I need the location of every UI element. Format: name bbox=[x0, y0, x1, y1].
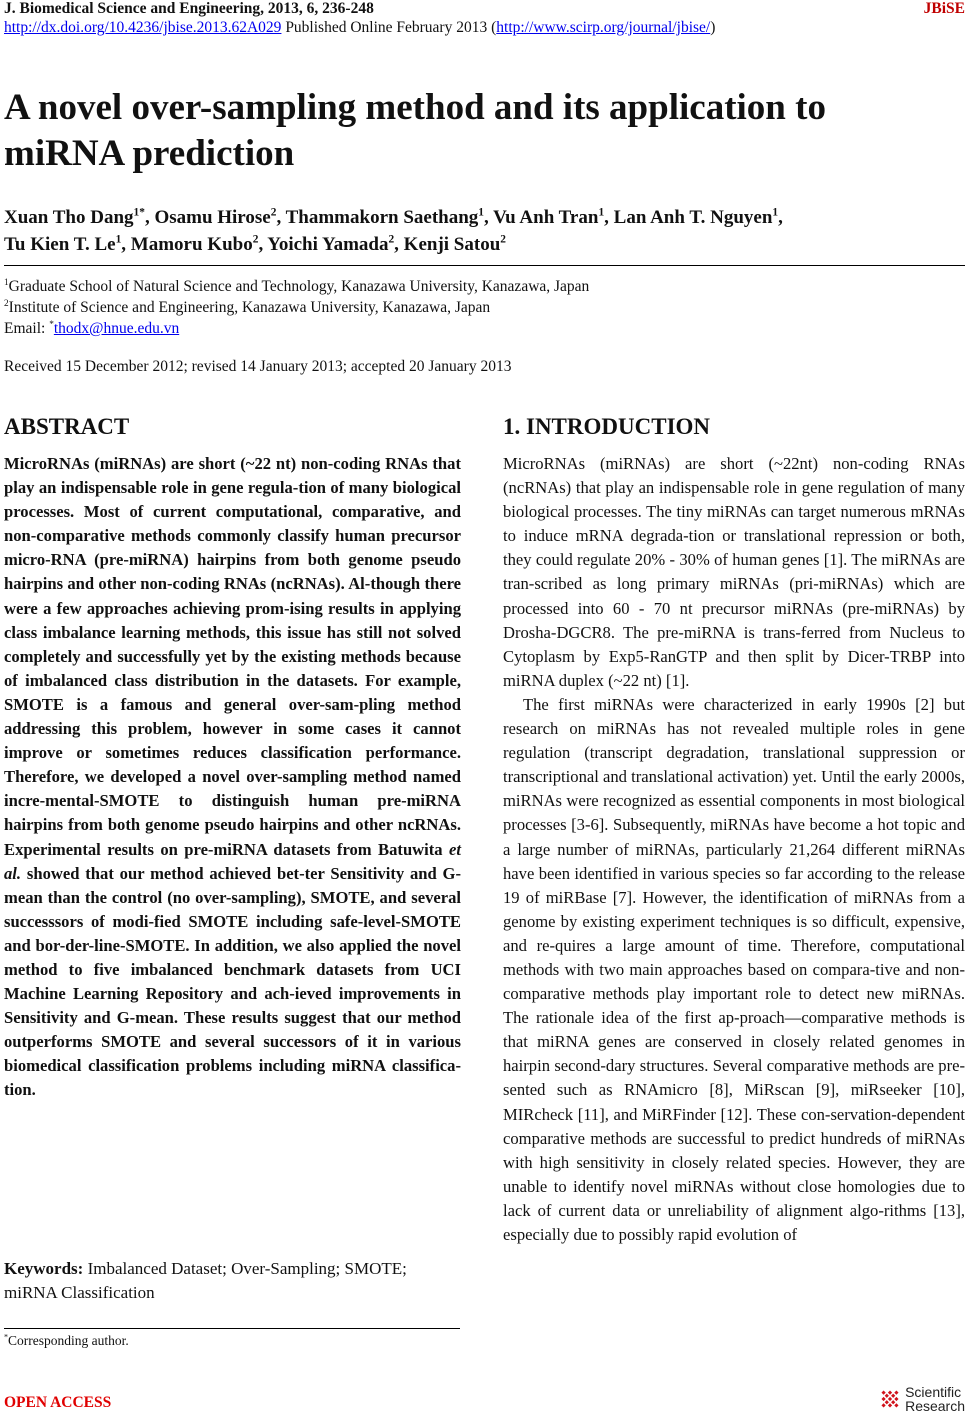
author-list bbox=[4, 204, 964, 258]
doi-line bbox=[4, 19, 715, 37]
scientific-research-logo-icon bbox=[878, 1387, 902, 1411]
author: Thammakorn Saethang$^1$, bbox=[285, 206, 494, 228]
journal-brand: JBiSE bbox=[923, 0, 965, 17]
email-line: Email: *thodx@hnue.edu.vn bbox=[4, 319, 180, 337]
title-line-1: A novel over-sampling method and its application to bbox=[4, 87, 826, 128]
logo-dot bbox=[888, 1397, 892, 1401]
author: Yoichi Yamada$^2$, bbox=[267, 233, 404, 255]
journal-citation: J. Biomedical Science and Engineering, 2013, 6, 236-248 bbox=[4, 0, 374, 17]
paper-title bbox=[4, 85, 964, 177]
journal-link[interactable]: http://www.scirp.org/journal/jbise/ bbox=[496, 19, 711, 36]
header-divider bbox=[4, 265, 965, 266]
affiliations bbox=[4, 276, 589, 339]
closing-paren: ) bbox=[710, 19, 716, 36]
open-access-label: OPEN ACCESS bbox=[4, 1394, 112, 1411]
affiliation: $^2$Institute of Science and Engineering, Kanazawa University, Kanazawa, Japan bbox=[4, 298, 491, 316]
logo-dot bbox=[894, 1397, 898, 1401]
logo-dot bbox=[885, 1394, 889, 1398]
logo-dot bbox=[888, 1390, 892, 1394]
keywords-text: Imbalanced Dataset; Over-Sampling; SMOTE; miRNA Classification bbox=[4, 1259, 407, 1302]
logo-dot bbox=[882, 1397, 886, 1401]
intro-paragraph: The first miRNAs were characterized in early 1990s [2] but research on miRNAs has not revealed multiple roles in gene regulation (transcript degradation, translational suppression or transcriptional and translational activation) yet. Until the early 2000s, miRNAs were recognized as essential components in most biological processes [3-6]. Subsequently, miRNAs have become a hot topic and a large number of miRNAs, particularly 21,264 different miRNAs have been identified in various species so far according to the release 19 of miRBase [7]. However, the identification of miRNAs from a genome by existing experiment techniques is so difficult, expensive, and re-quires a large amount of time. Therefore, computational methods with two main approaches based on compara-tive and non-comparative methods play important role to detect new miRNAs. The rationale idea of the first ap-proach—comparative methods is that miRNA genes are conserved in closely related genomes in hairpin second-dary structures. Several comparative methods are pre-sented such as RNAmicro [8], MiRscan [9], miRseeker [10], MIRcheck [11], and MiRFinder [12]. These con-servation-dependent comparative methods are successful to predict hundreds of miRNAs with high sensitivity in closely related species. However, they are unable to identify novel miRNAs without close homologies due to lack of current data or unreliability of alignment algo-rithms [13], especially due to possibly rapid evolution of bbox=[503, 694, 965, 1244]
email-link[interactable]: thodx@hnue.edu.vn bbox=[53, 320, 180, 337]
footnote-divider bbox=[4, 1328, 460, 1329]
title-line-2: miRNA prediction bbox=[4, 133, 295, 174]
logo-dot bbox=[894, 1390, 898, 1394]
introduction-heading: 1. INTRODUCTION bbox=[503, 414, 711, 439]
doi-link[interactable]: http://dx.doi.org/10.4236/jbise.2013.62A029 bbox=[4, 19, 282, 36]
introduction-body bbox=[503, 452, 965, 1247]
logo-dot bbox=[891, 1400, 895, 1404]
abstract-heading: ABSTRACT bbox=[4, 414, 130, 439]
author: Xuan Tho Dang$^{1*}$, bbox=[4, 206, 155, 228]
publisher-name-line-1: Scientific bbox=[905, 1384, 962, 1400]
logo-dot bbox=[882, 1403, 886, 1407]
footnote: *Corresponding author. bbox=[4, 1332, 129, 1348]
keywords-label: Keywords: bbox=[4, 1259, 84, 1278]
received-dates: Received 15 December 2012; revised 14 January 2013; accepted 20 January 2013 bbox=[4, 358, 512, 375]
publisher-name-line-2: Research bbox=[905, 1398, 965, 1414]
abstract-text: MicroRNAs (miRNAs) are short (~22 nt) non-coding RNAs that play an indispensable role in gene regula-tion of many biological processes. Most of current computational, comparative, and non-comparative methods commonly classify human precursor micro-RNA (pre-miRNA) hairpins from both genome pseudo hairpins and other non-coding RNAs (ncRNAs). Al-though there were a few approaches achieving prom-ising results in applying class imbalance learning methods, this issue has still not solved completely and successfully yet by the existing methods because of imbalanced class distribution in the datasets. For example, SMOTE is a famous and general over-sam-pling method addressing this problem, however in some cases it cannot improve or sometimes reduces classification performance. Therefore, we developed a novel over-sampling method named incre-mental-SMOTE to distinguish human pre-miRNA hairpins from both genome pseudo hairpins and other ncRNAs. Experimental results on pre-miRNA datasets from Batuwita et al. showed that our method achieved bet-ter Sensitivity and G-mean than the control (no over-sampling), SMOTE, and several successsors of modi-fied SMOTE including safe-level-SMOTE and bor-der-line-SMOTE. In addition, we also applied the novel method to five imbalanced benchmark datasets from UCI Machine Learning Repository and ach-ieved improvements in Sensitivity and G-mean. These results suggest that our method outperforms SMOTE and several successors of it in various biomedical classification problems including miRNA classifica-tion. bbox=[4, 454, 461, 1100]
intro-paragraph: MicroRNAs (miRNAs) are short (~22nt) non-coding RNAs (ncRNAs) that play an indispensable role in gene regulation of many biological processes. The tiny miRNAs can target numerous mRNAs to induce mRNA degrada-tion or translational repression or both, they could regulate 20% - 30% of human genes [1]. The miRNAs are tran-scribed as long primary miRNAs (pri-miRNAs) which are processed into 60 - 70 nt precursor miRNAs (pre-miRNAs) by Drosha-DGCR8. The pre-miRNA is trans-ferred from Nucleus to Cytoplasm by Exp5-RanGTP and then split by Dicer-TRBP into miRNA duplex (~22 nt) [1]. bbox=[503, 454, 965, 690]
author: Kenji Satou$^2$ bbox=[403, 233, 506, 255]
affiliation: $^1$Graduate School of Natural Science and Technology, Kanazawa University, Kanazawa, Japan bbox=[4, 277, 590, 295]
logo-dot bbox=[882, 1390, 886, 1394]
keywords bbox=[4, 1257, 461, 1305]
logo-dot bbox=[891, 1394, 895, 1398]
logo-dot bbox=[885, 1400, 889, 1404]
author: Tu Kien T. Le$^1$, bbox=[4, 233, 131, 255]
author: Mamoru Kubo$^2$, bbox=[130, 233, 268, 255]
author: Osamu Hirose$^2$, bbox=[154, 206, 286, 228]
author: Lan Anh T. Nguyen$^1$, bbox=[613, 206, 783, 228]
published-text: Published Online February 2013 ( bbox=[281, 19, 497, 36]
logo-dot bbox=[894, 1403, 898, 1407]
publisher-logo bbox=[878, 1385, 965, 1413]
logo-dot bbox=[888, 1403, 892, 1407]
author: Vu Anh Tran$^1$, bbox=[493, 206, 614, 228]
